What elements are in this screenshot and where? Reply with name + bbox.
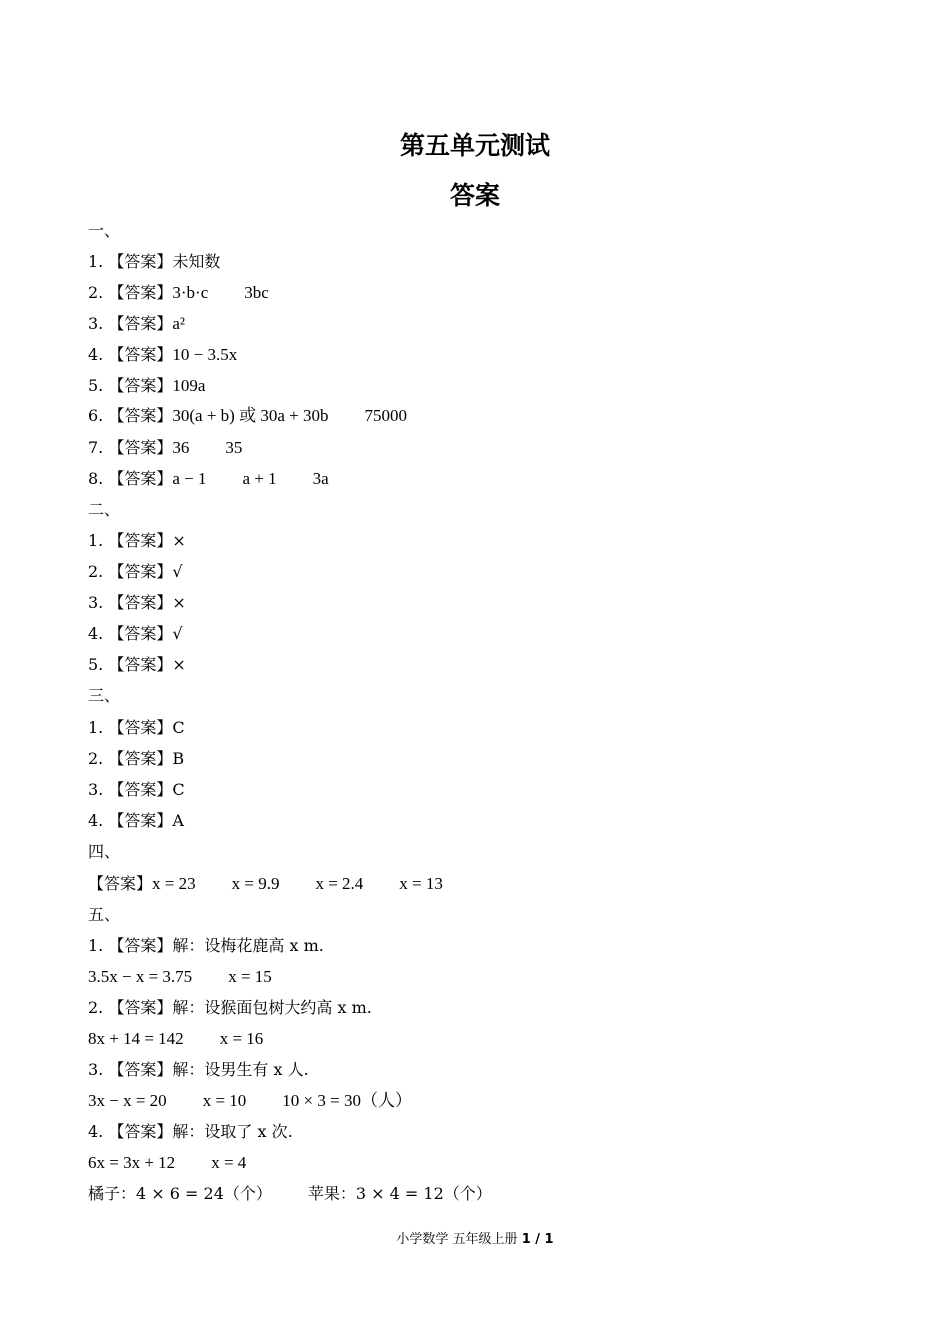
item-number: 6. — [88, 406, 104, 425]
item-number: 5. — [88, 376, 104, 395]
item-number: 3. — [88, 593, 104, 612]
answer-2-1 — [88, 531, 186, 551]
answer-tag: 【答案】 — [108, 811, 173, 830]
answer-value: 3a — [312, 469, 329, 488]
answer-tag: 【答案】 — [108, 1122, 173, 1141]
answer-value: × — [172, 531, 186, 550]
equation: x = 4 — [211, 1153, 247, 1172]
equation: 10 × 3 = 30（人） — [282, 1091, 412, 1110]
answer-2-2 — [88, 562, 183, 582]
item-number: 2. — [88, 998, 104, 1017]
answer-1-6 — [88, 406, 407, 426]
answer-tag: 【答案】 — [108, 998, 173, 1017]
answer-tag: 【答案】 — [108, 406, 173, 425]
answer-1-4 — [88, 345, 237, 365]
item-number: 4. — [88, 811, 104, 830]
answer-value: 解：设猴面包树大约高 x m. — [172, 998, 372, 1017]
page-title: 第五单元测试 — [399, 131, 550, 160]
answer-value: 75000 — [364, 406, 407, 425]
item-number: 4. — [88, 1122, 104, 1141]
equation: 6x = 3x + 12 — [88, 1153, 176, 1172]
answer-value: × — [172, 593, 186, 612]
item-number: 3. — [88, 1060, 104, 1079]
answer-value: × — [172, 655, 186, 674]
answer-tag: 【答案】 — [108, 531, 173, 550]
item-number: 1. — [88, 252, 104, 271]
answer-1-2 — [88, 283, 269, 303]
answer-value: 解：设梅花鹿高 x m. — [172, 936, 324, 955]
item-number: 7. — [88, 438, 104, 457]
item-number: 4. — [88, 624, 104, 643]
answer-value: 解：设男生有 x 人. — [172, 1060, 309, 1079]
answer-value: a + 1 — [242, 469, 277, 488]
answer-5-2-work — [88, 1029, 263, 1049]
answer-3-4 — [88, 811, 184, 831]
equation: 3x − x = 20 — [88, 1091, 167, 1110]
item-number: 3. — [88, 780, 104, 799]
item-number: 3. — [88, 314, 104, 333]
equation: x = 10 — [202, 1091, 247, 1110]
equation: x = 16 — [219, 1029, 264, 1048]
answer-tag: 【答案】 — [108, 749, 173, 768]
answer-value: a² — [172, 314, 186, 333]
answer-value: 30(a + b) 或 30a + 30b — [172, 406, 329, 425]
answer-1-3 — [88, 314, 185, 334]
answer-value: 109a — [172, 376, 206, 395]
answer-tag: 【答案】 — [108, 562, 173, 581]
answer-tag: 【答案】 — [108, 780, 173, 799]
result-apples: 苹果：3 × 4 = 12（个） — [307, 1184, 492, 1203]
item-number: 5. — [88, 655, 104, 674]
item-number: 1. — [88, 531, 104, 550]
page-footer — [0, 1228, 950, 1247]
page-number: 1 / 1 — [521, 1232, 554, 1247]
answer-value: x = 2.4 — [315, 874, 364, 893]
answer-tag: 【答案】 — [108, 438, 173, 457]
answer-2-3 — [88, 593, 186, 613]
answer-4 — [88, 874, 443, 894]
section-heading-5: 五、 — [88, 905, 121, 924]
answer-tag: 【答案】 — [108, 655, 173, 674]
answer-tag: 【答案】 — [108, 252, 173, 271]
answer-value: x = 23 — [152, 874, 196, 893]
answer-value: 未知数 — [172, 252, 221, 271]
item-number: 1. — [88, 718, 104, 737]
section-heading-1: 一、 — [88, 221, 121, 240]
answer-tag: 【答案】 — [108, 376, 173, 395]
answer-5-4-intro — [88, 1122, 293, 1142]
equation: 8x + 14 = 142 — [88, 1029, 184, 1048]
answer-5-1-work — [88, 967, 272, 987]
answer-tag: 【答案】 — [108, 624, 173, 643]
answer-3-1 — [88, 718, 185, 738]
answer-value: √ — [172, 562, 183, 581]
answer-value: C — [172, 718, 185, 737]
answer-tag: 【答案】 — [108, 345, 173, 364]
answer-tag: 【答案】 — [88, 874, 153, 893]
answer-2-4 — [88, 624, 183, 644]
answer-1-5 — [88, 376, 205, 396]
answer-5-1-intro — [88, 936, 324, 956]
equation: 3.5x − x = 3.75 — [88, 967, 193, 986]
item-number: 8. — [88, 469, 104, 488]
answer-tag: 【答案】 — [108, 314, 173, 333]
item-number: 1. — [88, 936, 104, 955]
answer-value: 3bc — [244, 283, 269, 302]
answer-3-2 — [88, 749, 184, 769]
page-subtitle: 答案 — [449, 181, 500, 210]
section-heading-2: 二、 — [88, 500, 121, 519]
answer-5-4-work — [88, 1153, 246, 1173]
answer-5-2-intro — [88, 998, 372, 1018]
answer-1-1 — [88, 252, 220, 272]
footer-text: 小学数学 五年级上册 — [396, 1232, 522, 1247]
answer-value: 35 — [225, 438, 243, 457]
item-number: 2. — [88, 749, 104, 768]
answer-tag: 【答案】 — [108, 469, 173, 488]
answer-2-5 — [88, 655, 186, 675]
answer-1-8 — [88, 469, 329, 489]
answer-5-3-intro — [88, 1060, 309, 1080]
answer-value: a − 1 — [172, 469, 207, 488]
result-oranges: 橘子：4 × 6 = 24（个） — [88, 1184, 272, 1203]
answer-1-7 — [88, 438, 242, 458]
equation: x = 15 — [228, 967, 272, 986]
answer-value: 36 — [172, 438, 190, 457]
answer-5-4-result — [88, 1184, 492, 1204]
answer-value: 3·b·c — [172, 283, 209, 302]
section-heading-3: 三、 — [88, 686, 121, 705]
item-number: 2. — [88, 283, 104, 302]
answer-3-3 — [88, 780, 185, 800]
answer-value: √ — [172, 624, 183, 643]
answer-5-3-work — [88, 1091, 412, 1111]
answer-tag: 【答案】 — [108, 718, 173, 737]
answer-tag: 【答案】 — [108, 936, 173, 955]
answer-tag: 【答案】 — [108, 1060, 173, 1079]
item-number: 4. — [88, 345, 104, 364]
answer-tag: 【答案】 — [108, 593, 173, 612]
answer-value: 10 − 3.5x — [172, 345, 238, 364]
answer-value: x = 9.9 — [231, 874, 280, 893]
section-heading-4: 四、 — [88, 842, 121, 861]
answer-value: A — [172, 811, 184, 830]
answer-value: C — [172, 780, 185, 799]
answer-value: B — [172, 749, 185, 768]
answer-value: x = 13 — [399, 874, 443, 893]
item-number: 2. — [88, 562, 104, 581]
answer-value: 解：设取了 x 次. — [172, 1122, 293, 1141]
answer-tag: 【答案】 — [108, 283, 173, 302]
